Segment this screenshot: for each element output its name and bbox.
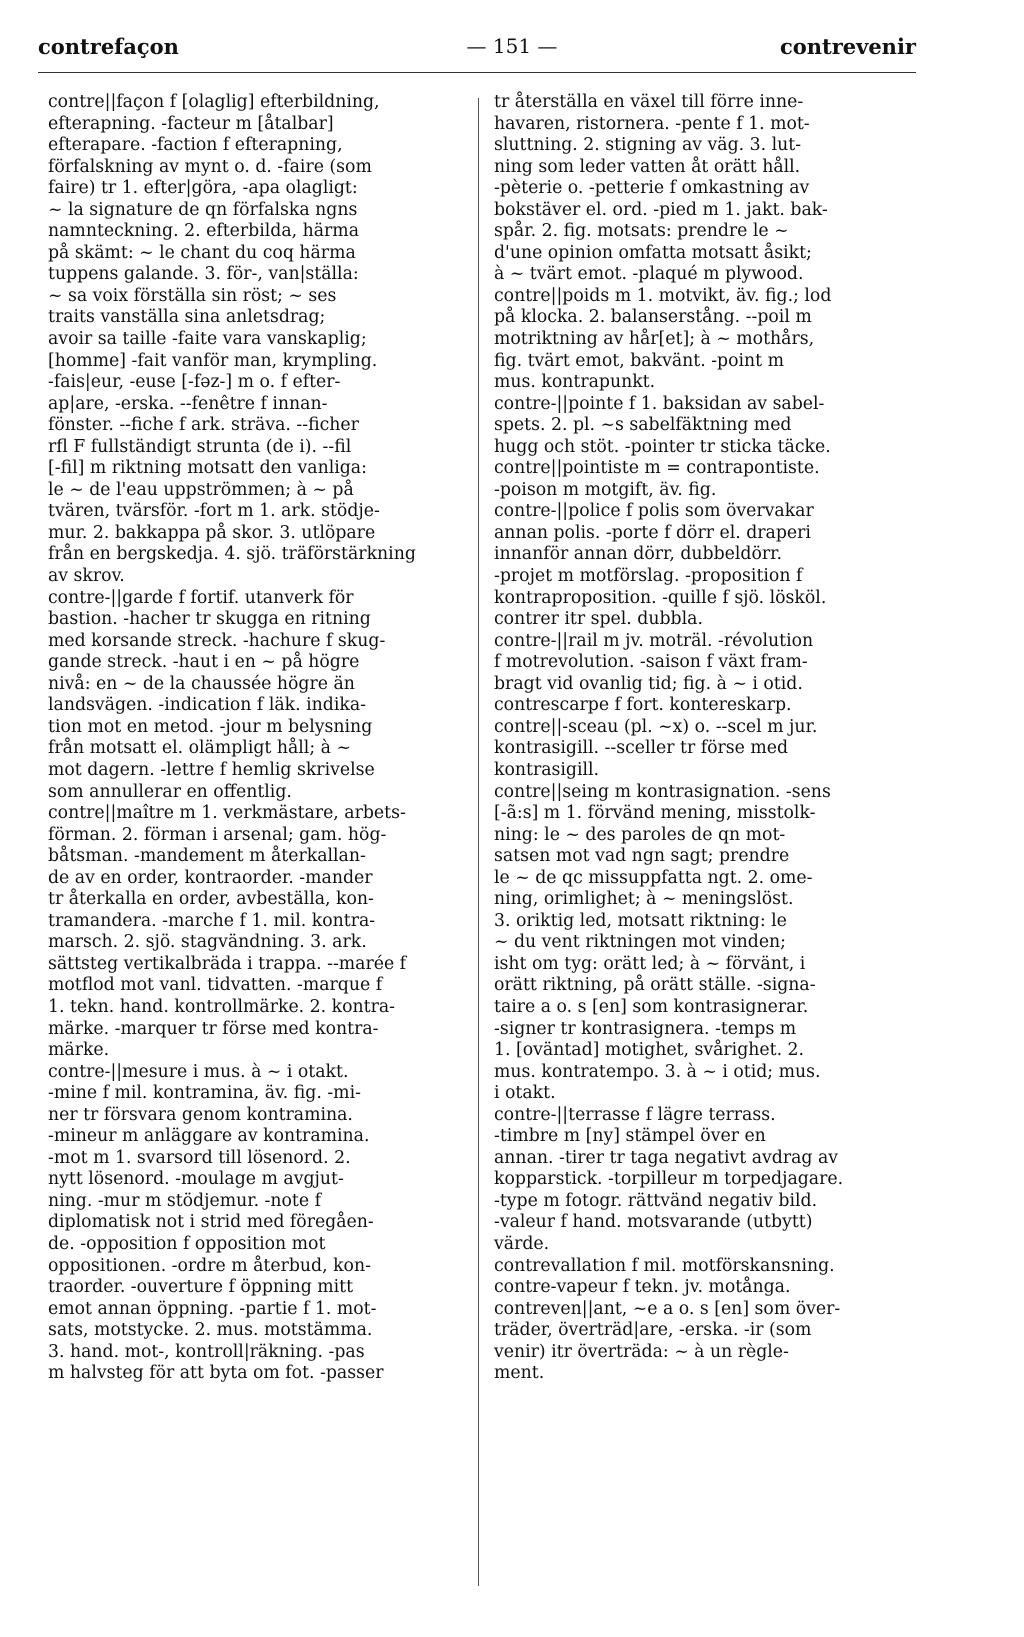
entry-line: bragt vid ovanlig tid; fig. à ~ i otid. bbox=[494, 673, 803, 694]
entry-line: contre||maître m 1. verkmästare, arbets- bbox=[48, 803, 406, 824]
entry-line: satsen mot vad ngn sagt; prendre bbox=[494, 846, 790, 867]
entry-line: contrer itr spel. dubbla. bbox=[494, 609, 703, 630]
entry-line: f motrevolution. -saison f växt fram- bbox=[494, 652, 808, 673]
entry-line: i otakt. bbox=[494, 1083, 556, 1104]
entry-line: ning som leder vatten åt orätt håll. bbox=[494, 156, 801, 177]
entry-line: ~ du vent riktningen mot vinden; bbox=[494, 932, 787, 953]
entry-line: m halvsteg för att byta om fot. -passer bbox=[48, 1363, 384, 1384]
entry-line: båtsman. -mandement m återkallan- bbox=[48, 846, 366, 867]
entry-line: ning, orimlighet; à ~ meningslöst. bbox=[494, 889, 794, 910]
entry-line: contre||pointiste m = contrapontiste. bbox=[494, 458, 820, 479]
entry-line: contre-||rail m jv. moträl. -révolution bbox=[494, 630, 814, 651]
entry-line: kontrasigill. --sceller tr förse med bbox=[494, 738, 789, 759]
entry-line: traits vanställa sina anletsdrag; bbox=[48, 307, 326, 328]
entry-line: diplomatisk not i strid med föregåen- bbox=[48, 1212, 374, 1233]
entry-line: innanför annan dörr, dubbeldörr. bbox=[494, 544, 782, 565]
entry-line: taire a o. s [en] som kontrasignerar. bbox=[494, 996, 809, 1017]
entry-line: ~ sa voix förställa sin röst; ~ ses bbox=[48, 285, 337, 306]
entry-line: contre-||pointe f 1. baksidan av sabel- bbox=[494, 393, 825, 414]
entry-line: rfl F fullständigt strunta (de i). --fil bbox=[48, 436, 352, 457]
entry-line: fönster. --fiche f ark. sträva. --ficher bbox=[48, 415, 359, 436]
entry-line: spets. 2. pl. ~s sabelfäktning med bbox=[494, 415, 792, 436]
entry-line: -mine f mil. kontramina, äv. fig. -mi- bbox=[48, 1083, 361, 1104]
entry-line: bokstäver el. ord. -pied m 1. jakt. bak- bbox=[494, 199, 828, 220]
entry-line: som annullerar en offentlig. bbox=[48, 781, 292, 802]
entry-line: ap|are, -erska. --fenêtre f innan- bbox=[48, 393, 328, 414]
entry-line: 3. oriktig led, motsatt riktning: le bbox=[494, 910, 787, 931]
entry-line: -signer tr kontrasignera. -temps m bbox=[494, 1018, 797, 1039]
entry-line: från en bergskedja. 4. sjö. träförstärkning bbox=[48, 544, 416, 565]
entry-line: emot annan öppning. -partie f 1. mot- bbox=[48, 1298, 377, 1319]
entry-line: tvären, tvärsför. -fort m 1. ark. stödje- bbox=[48, 501, 380, 522]
entry-line: namnteckning. 2. efterbilda, härma bbox=[48, 221, 359, 242]
entry-line: 3. hand. mot-, kontroll|räkning. -pas bbox=[48, 1341, 365, 1362]
entry-line: ning. -mur m stödjemur. -note f bbox=[48, 1190, 321, 1211]
entry-line: -mot m 1. svarsord till lösenord. 2. bbox=[48, 1147, 351, 1168]
entry-line: annan. -tirer tr taga negativt avdrag av bbox=[494, 1147, 839, 1168]
entry-line: sluttning. 2. stigning av väg. 3. lut- bbox=[494, 135, 802, 156]
entry-line: ner tr försvara genom kontramina. bbox=[48, 1104, 353, 1125]
entry-line: [homme] -fait vanför man, krympling. bbox=[48, 350, 378, 371]
running-head-right: contrevenir bbox=[779, 34, 916, 59]
running-head-left: contrefaçon bbox=[38, 34, 179, 59]
entry-line: gande streck. -haut i en ~ på högre bbox=[48, 652, 360, 673]
entry-line: marsch. 2. sjö. stagvändning. 3. ark. bbox=[48, 932, 367, 953]
entry-line: ~ la signature de qn förfalska ngns bbox=[48, 199, 358, 220]
entry-line: kopparstick. -torpilleur m torpedjagare. bbox=[494, 1169, 844, 1190]
entry-line: contre-||garde f fortif. utanverk för bbox=[48, 587, 354, 608]
right-column bbox=[494, 92, 918, 1385]
entry-line: kontrasigill. bbox=[494, 759, 600, 780]
entry-line: motriktning av hår[et]; à ~ mothårs, bbox=[494, 329, 815, 350]
entry-line: -valeur f hand. motsvarande (utbytt) bbox=[494, 1212, 813, 1233]
entry-line: på klocka. 2. balanserstång. --poil m bbox=[494, 307, 812, 328]
entry-line: från motsatt el. olämpligt håll; à ~ bbox=[48, 738, 351, 759]
entry-line: värde. bbox=[494, 1233, 550, 1254]
entry-line: [-fil] m riktning motsatt den vanliga: bbox=[48, 458, 367, 479]
entry-line: nytt lösenord. -moulage m avgjut- bbox=[48, 1169, 344, 1190]
entry-line: nivå: en ~ de la chaussée högre än bbox=[48, 673, 355, 694]
entry-line: le ~ de l'eau uppströmmen; à ~ på bbox=[48, 479, 354, 500]
entry-line: -pèterie o. -petterie f omkastning av bbox=[494, 178, 810, 199]
entry-line: [-ã:s] m 1. förvänd mening, misstolk- bbox=[494, 803, 816, 824]
entry-line: contre-||police f polis som övervakar bbox=[494, 501, 814, 522]
entry-line: ning: le ~ des paroles de qn mot- bbox=[494, 824, 786, 845]
entry-line: faire) tr 1. efter|göra, -apa olagligt: bbox=[48, 178, 358, 199]
entry-line: 1. tekn. hand. kontrollmärke. 2. kontra- bbox=[48, 996, 395, 1017]
entry-line: contre||-sceau (pl. ~x) o. --scel m jur. bbox=[494, 716, 818, 737]
entry-line: med korsande streck. -hachure f skug- bbox=[48, 630, 386, 651]
entry-line: tr återkalla en order, avbeställa, kon- bbox=[48, 889, 374, 910]
entry-line: de av en order, kontraorder. -mander bbox=[48, 867, 373, 888]
entry-line: förfalskning av mynt o. d. -faire (som bbox=[48, 156, 372, 177]
entry-line: isht om tyg: orätt led; à ~ förvänt, i bbox=[494, 953, 806, 974]
entry-line: d'une opinion omfatta motsatt åsikt; bbox=[494, 242, 812, 263]
entry-line: contre-||terrasse f lägre terrass. bbox=[494, 1104, 776, 1125]
left-column bbox=[48, 92, 466, 1385]
entry-line: spår. 2. fig. motsats: prendre le ~ bbox=[494, 221, 789, 242]
entry-line: à ~ tvärt emot. -plaqué m plywood. bbox=[494, 264, 804, 285]
entry-line: sats, motstycke. 2. mus. motstämma. bbox=[48, 1320, 373, 1341]
entry-line: mot dagern. -lettre f hemlig skrivelse bbox=[48, 759, 375, 780]
entry-line: contreven||ant, ~e a o. s [en] som över- bbox=[494, 1298, 841, 1319]
entry-line: -timbre m [ny] stämpel över en bbox=[494, 1126, 766, 1147]
entry-line: contrescarpe f fort. kontereskarp. bbox=[494, 695, 792, 716]
entry-line: träder, överträd|are, -erska. -ir (som bbox=[494, 1320, 812, 1341]
entry-line: märke. -marquer tr förse med kontra- bbox=[48, 1018, 379, 1039]
entry-line: av skrov. bbox=[48, 566, 125, 587]
page-number: — 151 — bbox=[466, 34, 558, 58]
entry-line: landsvägen. -indication f läk. indika- bbox=[48, 695, 366, 716]
entry-line: annan polis. -porte f dörr el. draperi bbox=[494, 522, 811, 543]
entry-line: sättsteg vertikalbräda i trappa. --marée f bbox=[48, 953, 407, 974]
entry-line: mus. kontratempo. 3. à ~ i otid; mus. bbox=[494, 1061, 821, 1082]
entry-line: 1. [oväntad] motighet, svårighet. 2. bbox=[494, 1040, 805, 1061]
column-divider bbox=[478, 98, 479, 1586]
entry-line: -poison m motgift, äv. fig. bbox=[494, 479, 717, 500]
entry-line: venir) itr överträda: ~ à un règle- bbox=[494, 1341, 789, 1362]
entry-line: -mineur m anläggare av kontramina. bbox=[48, 1126, 370, 1147]
header-rule bbox=[38, 72, 916, 73]
entry-line: ment. bbox=[494, 1363, 545, 1384]
entry-line: contre||façon f [olaglig] efterbildning, bbox=[48, 92, 380, 112]
entry-line: efterapning. -facteur m [åtalbar] bbox=[48, 113, 334, 134]
entry-line: contrevallation f mil. motförskansning. bbox=[494, 1255, 835, 1276]
entry-line: bastion. -hacher tr skugga en ritning bbox=[48, 609, 371, 630]
entry-line: traorder. -ouverture f öppning mitt bbox=[48, 1277, 354, 1298]
entry-line: avoir sa taille -faite vara vanskaplig; bbox=[48, 329, 367, 350]
entry-line: mur. 2. bakkappa på skor. 3. utlöpare bbox=[48, 522, 376, 543]
entry-line: hugg och stöt. -pointer tr sticka täcke. bbox=[494, 436, 831, 457]
entry-line: orätt riktning, på orätt ställe. -signa- bbox=[494, 975, 816, 996]
entry-line: märke. bbox=[48, 1040, 110, 1061]
entry-line: -type m fotogr. rättvänd negativ bild. bbox=[494, 1190, 818, 1211]
entry-line: contre||poids m 1. motvikt, äv. fig.; lod bbox=[494, 285, 832, 306]
entry-line: mus. kontrapunkt. bbox=[494, 372, 656, 393]
entry-line: motflod mot vanl. tidvatten. -marque f bbox=[48, 975, 383, 996]
entry-line: tramandera. -marche f 1. mil. kontra- bbox=[48, 910, 376, 931]
entry-line: tion mot en metod. -jour m belysning bbox=[48, 716, 373, 737]
entry-line: oppositionen. -ordre m återbud, kon- bbox=[48, 1255, 371, 1276]
entry-line: förman. 2. förman i arsenal; gam. hög- bbox=[48, 824, 387, 845]
entry-line: contre-vapeur f tekn. jv. motånga. bbox=[494, 1277, 791, 1298]
entry-line: -projet m motförslag. -proposition f bbox=[494, 566, 803, 587]
entry-line: -fais|eur, -euse [-fəz-] m o. f efter- bbox=[48, 372, 341, 393]
entry-line: på skämt: ~ le chant du coq härma bbox=[48, 242, 356, 263]
entry-line: contre||seing m kontrasignation. -sens bbox=[494, 781, 831, 802]
entry-line: le ~ de qc missuppfatta ngt. 2. ome- bbox=[494, 867, 813, 888]
entry-line: kontraproposition. -quille f sjö. lösköl. bbox=[494, 587, 827, 608]
entry-line: tuppens galande. 3. för-, van|ställa: bbox=[48, 264, 359, 285]
entry-line: contre-||mesure i mus. à ~ i otakt. bbox=[48, 1061, 349, 1082]
entry-line: fig. tvärt emot, bakvänt. -point m bbox=[494, 350, 784, 371]
entry-line: tr återställa en växel till förre inne- bbox=[494, 92, 804, 112]
entry-line: havaren, ristornera. -pente f 1. mot- bbox=[494, 113, 810, 134]
entry-line: efterapare. -faction f efterapning, bbox=[48, 135, 343, 156]
entry-line: de. -opposition f opposition mot bbox=[48, 1233, 326, 1254]
